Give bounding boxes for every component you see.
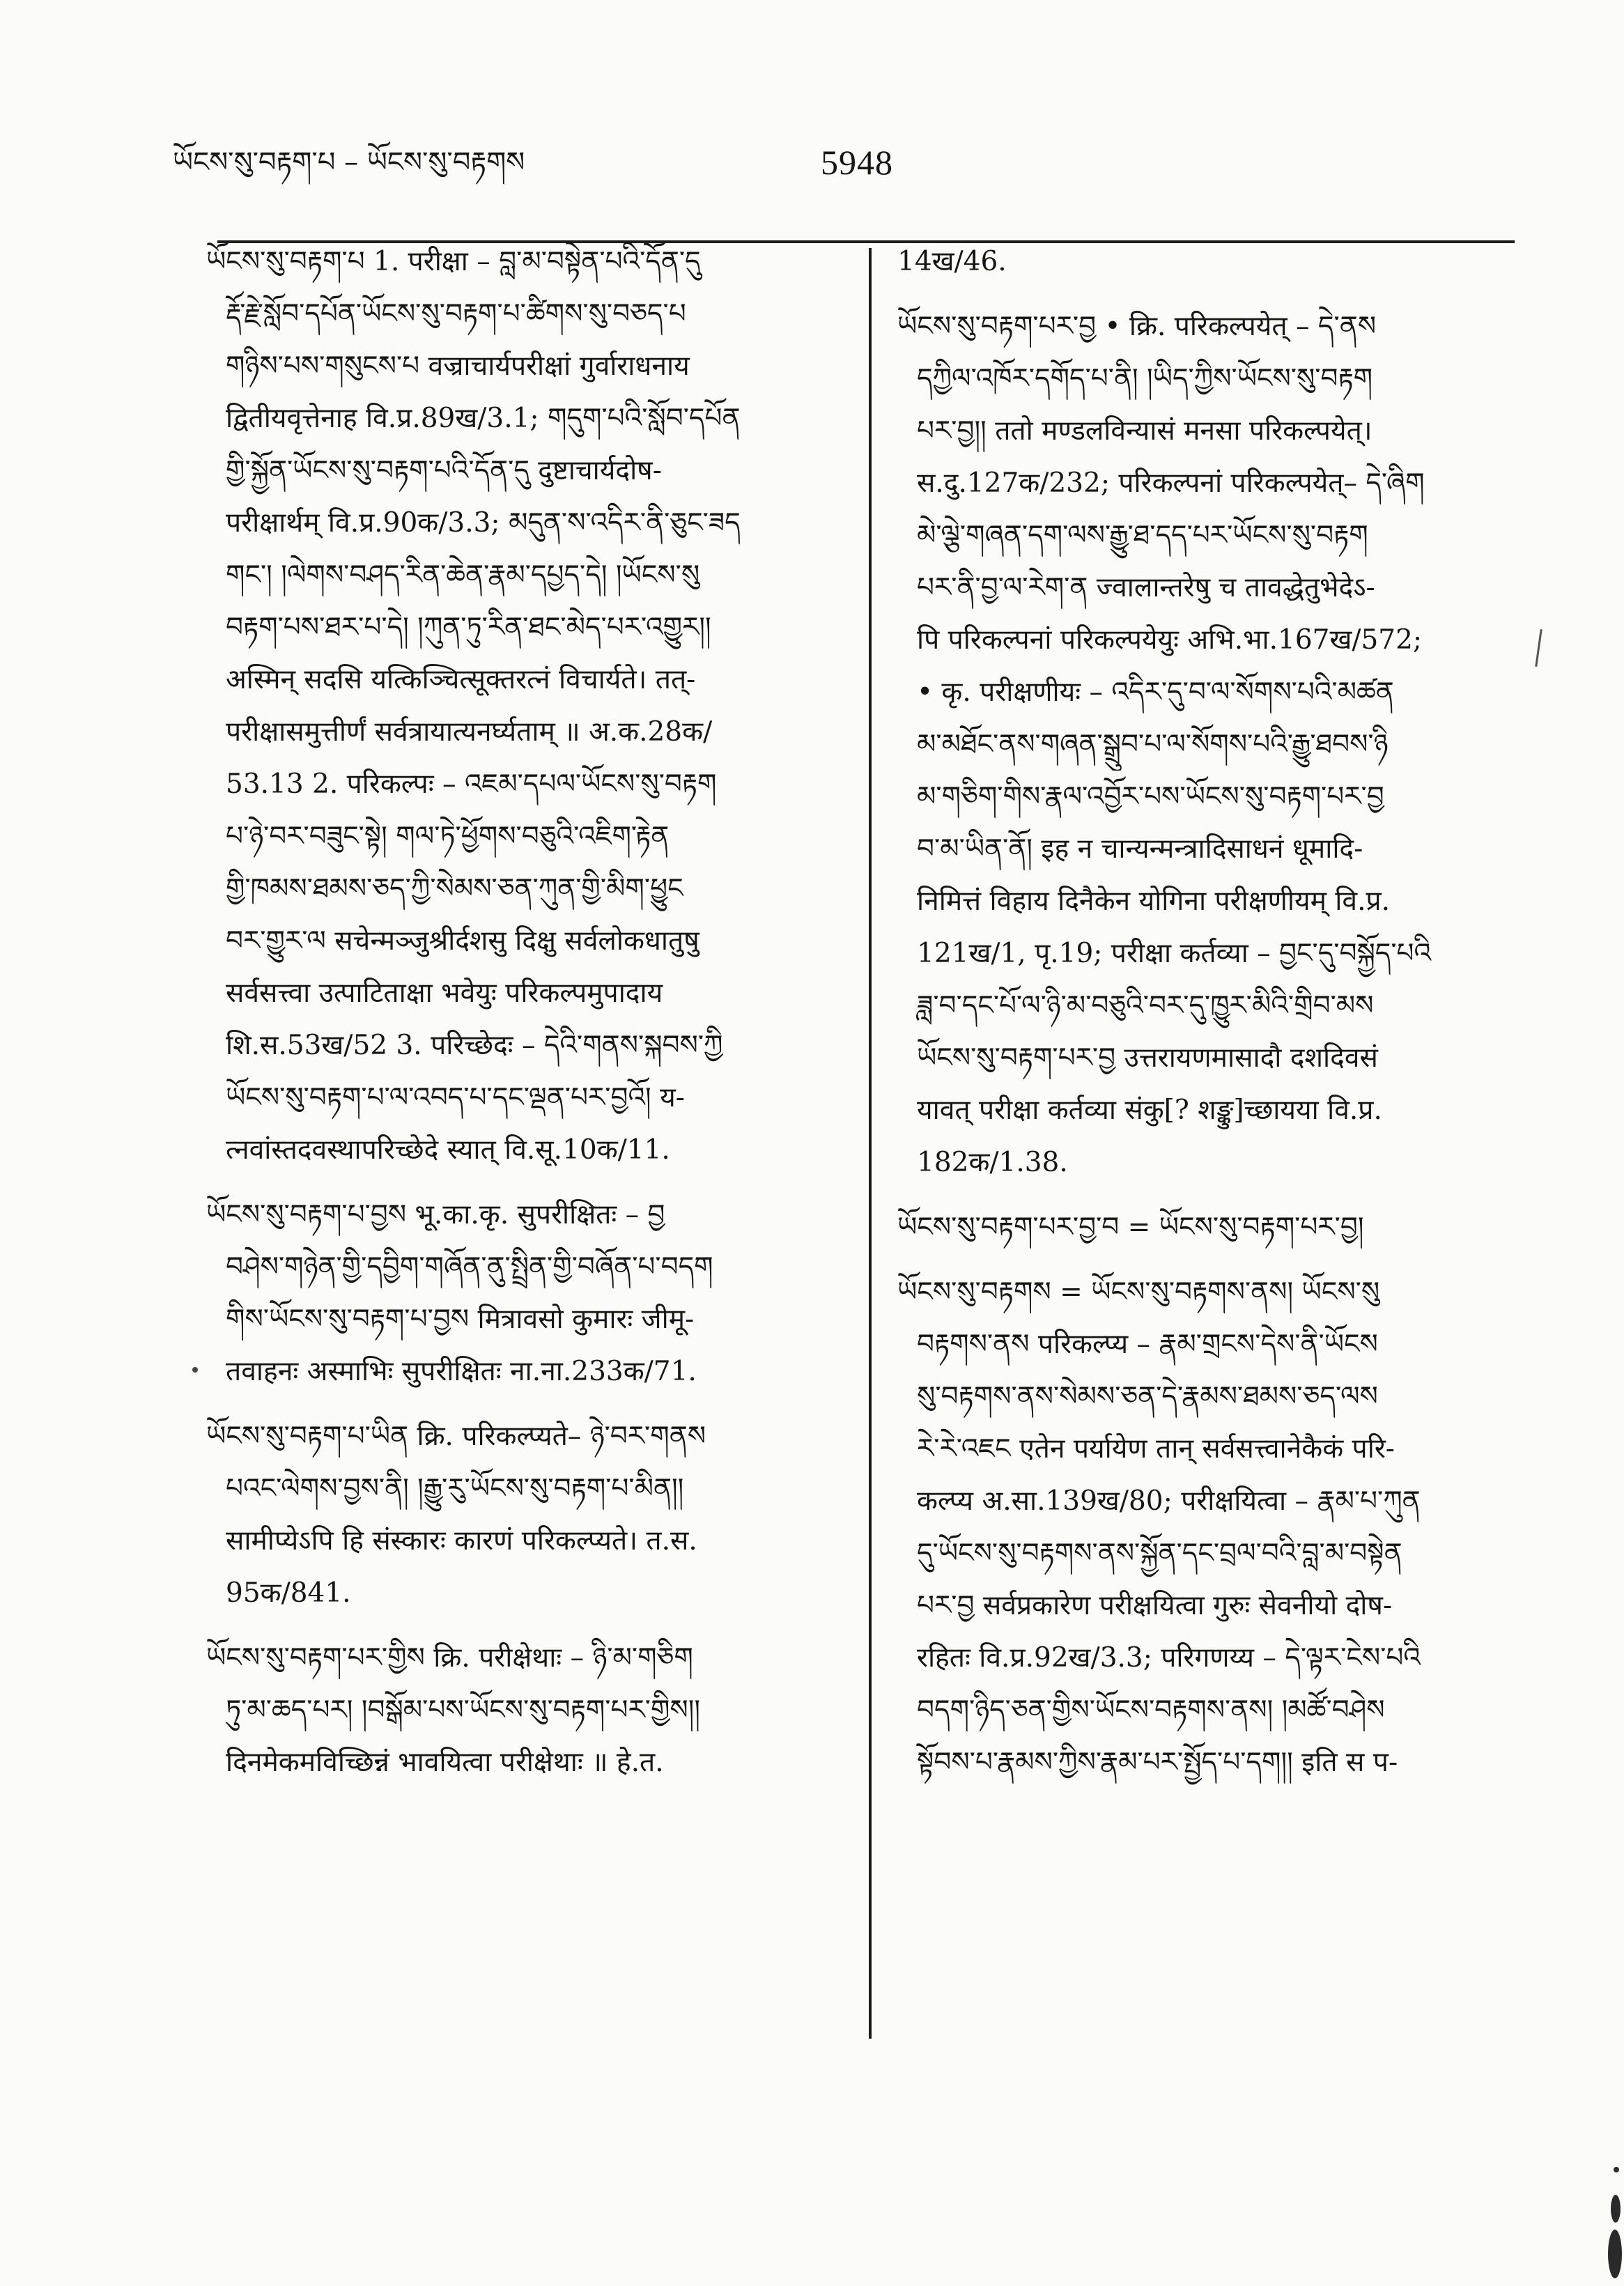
dictionary-entry [206, 1632, 832, 1789]
entry-line: ཡོངས་སུ་བརྟག་པར་བྱ उत्तरायणमासादौ दशदिवसं [917, 1042, 1378, 1074]
entry-line: यावत् परीक्षा कर्तव्या संकु[? शङ्कु]च्छायया वि.प्र. [917, 1095, 1382, 1126]
entry-line: स.दु.127क/232; परिकल्पनां परिकल्पयेत्– དེ་ཞིག [917, 468, 1425, 499]
entry-line: དུ་ཡོངས་སུ་བརྟགས་ནས་སྐྱོན་དང་བྲལ་བའི་བླ་མ་བསྟེན [917, 1538, 1402, 1569]
dictionary-entry [206, 235, 832, 1176]
entry-line: གྱི་ཁམས་ཐམས་ཅད་ཀྱི་སེམས་ཅན་ཀུན་གྱི་མིག་ཕྱུང [226, 873, 683, 904]
entry-line: रहितः वि.प्र.92ख/3.3; परिगणय्य – དེ་ལྟར་ངེས་པའི [917, 1642, 1421, 1674]
entry-line: 121ख/1, पृ.19; परीक्षा कर्तव्या – བྱང་དུ་བསྐྱོད་པའི [917, 938, 1432, 969]
entry-line: पि परिकल्पनां परिकल्पयेयुः अभि.भा.167ख/572; [917, 624, 1423, 656]
entry-line: • कृ. परीक्षणीयः – འདིར་དུ་བ་ལ་སོགས་པའི་མཚན [917, 677, 1394, 708]
entry-headline: ཡོངས་སུ་བརྟག་པར་བྱ་བ = ཡོངས་སུ་བརྟག་པར་བྱ། [897, 1212, 1364, 1243]
entry-line: མ་མཐོང་ནས་གཞན་སྒྲུབ་པ་ལ་སོགས་པའི་རྒྱུ་ཐབས་ཉི [917, 729, 1389, 760]
entry-line: རྡོ་རྗེ་སློབ་དཔོན་ཡོངས་སུ་བརྟག་པ་ཚིགས་སུ་བཅད་པ [226, 298, 686, 330]
entry-line: བཤེས་གཉེན་གྱི་དབྱིག་གཞོན་ནུ་སྤྲིན་གྱི་བཞོན་པ་བདག [226, 1251, 713, 1283]
entry-line: परीक्षासमुत्तीर्णं सर्वत्रायात्यनर्घ्यताम् ॥ अ.क.28क/ [226, 716, 713, 748]
entry-line: སུ་བརྟགས་ནས་སེམས་ཅན་དེ་རྣམས་ཐམས་ཅད་ལས [917, 1381, 1378, 1412]
entry-line: མ་གཅིག་གིས་རྣལ་འབྱོར་པས་ཡོངས་སུ་བརྟག་པར་བྱ [917, 781, 1384, 812]
entry-line: अस्मिन् सदसि यत्किञ्चित्सूक्तरत्नं विचार्यते। तत्- [226, 664, 696, 695]
page-number: 5948 [821, 143, 893, 182]
entry-line: དཀྱིལ་འཁོར་དགོད་པ་ནི། །ཡིད་ཀྱིས་ཡོངས་སུ་བརྟག [917, 363, 1373, 394]
entry-line: परीक्षार्थम् वि.प्र.90क/3.3; མདུན་ས་འདིར་ནི་ཅུང་ཟད [226, 507, 741, 539]
dictionary-entry [897, 300, 1516, 1189]
entry-line: གཉིས་པས་གསུངས་པ वज्राचार्यपरीक्षां गुर्वाराधनाय [226, 350, 690, 382]
entry-line: བ་མ་ཡིན་ནོ། इह न चान्यन्मन्त्रादिसाधनं धूमादि- [917, 833, 1363, 865]
entry-headline: ཡོངས་སུ་བརྟག་པ 1. परीक्षा – བླ་མ་བསྟེན་པའི་དོན་དུ [206, 246, 701, 277]
left-column [206, 235, 832, 1801]
entry-line: གིས་ཡོངས་སུ་བརྟག་པ་བྱས मित्रावसो कुमारः जीमू- [226, 1304, 695, 1335]
entry-line: त्नवांस्तदवस्थापरिच्छेदे स्यात् वि.सू.10क/11. [226, 1134, 670, 1166]
entry-line: ཏུ་མ་ཆད་པར། །བསྒོམ་པས་ཡོངས་སུ་བརྟག་པར་གྱིས།། [226, 1694, 701, 1726]
entry-headline: ཡོངས་སུ་བརྟགས = ཡོངས་སུ་བརྟགས་ནས། ཡོངས་སུ [897, 1276, 1380, 1308]
margin-mark [1535, 629, 1542, 667]
entry-line: གང་། །ལེགས་བཤད་རིན་ཆེན་རྣམ་དཔྱད་དེ། །ཡོངས་སུ [226, 559, 700, 591]
entry-line: པའང་ལེགས་བྱས་ནི། །རྒྱུ་རུ་ཡོངས་སུ་བརྟག་པ་མིན།། [226, 1473, 684, 1504]
dictionary-entry [206, 1189, 832, 1398]
entry-line: བརྟག་པས་ཐར་པ་དེ། །ཀུན་ཏུ་རིན་ཐང་མེད་པར་འགྱུར།། [226, 612, 711, 643]
entry-line: द्वितीयवृत्तेनाह वि.प्र.89ख/3.1; གདུག་པའི་སློབ་དཔོན [226, 403, 741, 434]
right-column [897, 235, 1516, 1801]
entry-line: པར་ནི་བྱ་ལ་རེག་ན ज्वालान्तरेषु च तावद्धेतुभेदेऽ- [917, 572, 1375, 603]
entry-line: 182क/1.38. [917, 1147, 1068, 1178]
entry-headline: ཡོངས་སུ་བརྟག་པ་བྱས भू.का.कृ. सुपरीक्षितः – བྱ [206, 1199, 665, 1230]
dictionary-entry [897, 1201, 1516, 1253]
margin-dot [192, 1367, 198, 1373]
dictionary-entry [206, 1410, 832, 1619]
running-header: ཡོངས་སུ་བརྟག་པ – ཡོངས་སུ་བརྟགས [173, 146, 525, 178]
entry-headline: ཡོངས་སུ་བརྟག་པར་བྱ • क्रि. परिकल्पयेत् – དེ་ནས [897, 311, 1377, 342]
entry-line: 53.13 2. परिकल्पः – འཇམ་དཔལ་ཡོངས་སུ་བརྟག [226, 769, 717, 800]
entry-headline: ཡོངས་སུ་བརྟག་པར་གྱིས क्रि. परीक्षेथाः – ཉི་མ་གཅིག [206, 1642, 693, 1674]
entry-line: तवाहनः अस्माभिः सुपरीक्षितः ना.ना.233क/71. [226, 1356, 697, 1387]
entry-line: བརྟགས་ནས परिकल्प्य – རྣམ་གྲངས་དེས་ནི་ཡོངས [917, 1329, 1378, 1360]
entry-line: མེ་ལྕེ་གཞན་དག་ལས་རྒྱུ་ཐ་དད་པར་ཡོངས་སུ་བརྟག [917, 520, 1368, 551]
dictionary-entry [897, 235, 1516, 288]
column-divider [869, 248, 872, 2039]
entry-headline: 14ख/46. [897, 246, 1007, 277]
entry-line: གྱི་སྐྱོན་ཡོངས་སུ་བརྟག་པའི་དོན་དུ दुष्टाचार्यदोष- [226, 455, 662, 486]
scan-edge-artifact [1605, 2153, 1623, 2285]
entry-line: སྟོབས་པ་རྣམས་ཀྱིས་རྣམ་པར་སྤྱོད་པ་དག།། इति स प- [917, 1747, 1398, 1778]
entry-line: 95क/841. [226, 1577, 351, 1609]
dictionary-entry [897, 1266, 1516, 1789]
entry-line: सर्वसत्त्वा उत्पाटिताक्षा भवेयुः परिकल्पमुपादाय [226, 978, 663, 1009]
entry-line: सामीप्येऽपि हि संस्कारः कारणं परिकल्प्यते। त.स. [226, 1525, 697, 1557]
entry-line: པར་བྱ सर्वप्रकारेण परीक्षयित्वा गुरुः सेवनीयो दोष- [917, 1590, 1393, 1621]
entry-line: པར་བྱ།། ततो मण्डलविन्यासं मनसा परिकल्पयेत्। [917, 415, 1372, 447]
entry-line: ཡོངས་སུ་བརྟག་པ་ལ་འབད་པ་དང་ལྡན་པར་བྱའོ། य- [226, 1082, 685, 1113]
entry-line: दिनमेकमविच्छिन्नं भावयित्वा परीक्षेथाः ॥ हे.त. [226, 1747, 664, 1778]
entry-line: རེ་རེ་འཇང एतेन पर्यायेण तान् सर्वसत्त्वानेकैकं परि- [917, 1433, 1395, 1465]
entry-line: शि.स.53ख/52 3. परिच्छेदः – དེའི་གནས་སྐབས་ཀྱི [226, 1030, 723, 1061]
entry-line: ཟླ་བ་དང་པོ་ལ་ཉི་མ་བཅུའི་བར་དུ་ཁྱུར་མིའི་གྲིབ་མས [917, 990, 1374, 1021]
entry-line: निमित्तं विहाय दिनैकेन योगिना परीक्षणीयम् वि.प्र. [917, 886, 1391, 917]
entry-headline: ཡོངས་སུ་བརྟག་པ་ཡིན क्रि. परिकल्प्यते– ཉེ་བར་གནས [206, 1421, 706, 1452]
entry-line: कल्प्य अ.सा.139ख/80; परीक्षयित्वा – རྣམ་པ་ཀུན [917, 1485, 1421, 1517]
entry-line: པ་ཉེ་བར་བཟུང་སྟེ། གལ་ཏེ་ཕྱོགས་བཅུའི་འཇིག་རྟེན [226, 821, 670, 852]
entry-line: བར་གྱུར་ལ सचेन्मञ्जुश्रीर्दशसु दिक्षु सर्वलोकधातुषु [226, 925, 699, 957]
entry-line: བདག་ཉིད་ཅན་གྱིས་ཡོངས་བརྟགས་ནས། །མཚོ་བཤེས [917, 1694, 1385, 1726]
